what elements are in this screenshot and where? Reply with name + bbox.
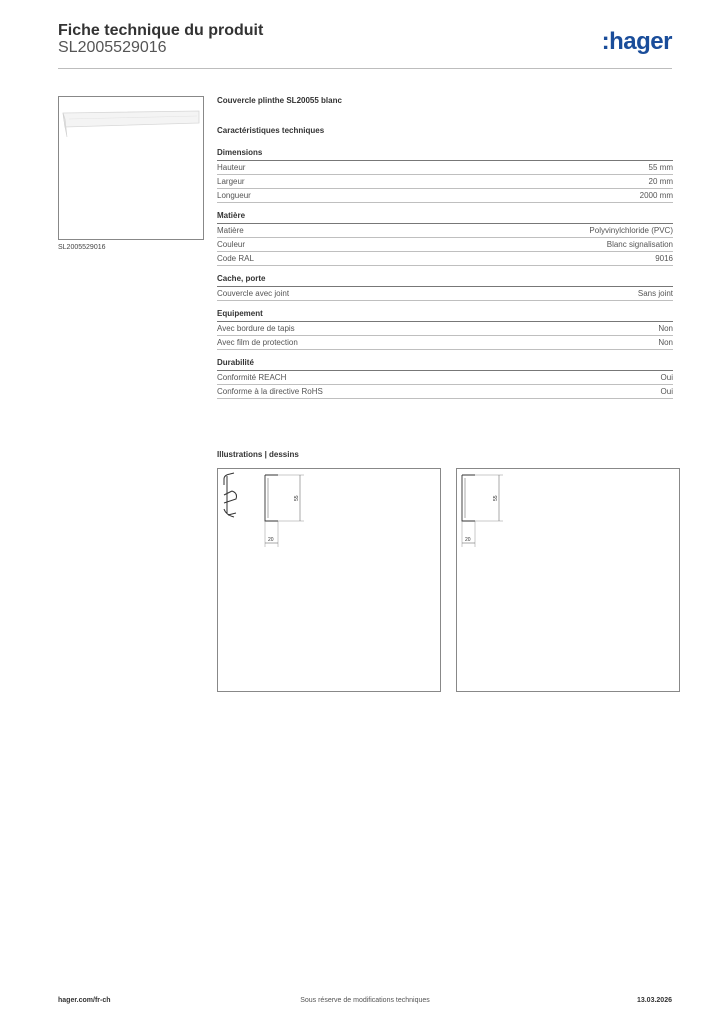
spec-row: Conformité REACH Oui: [217, 371, 673, 385]
spec-group-dimensions: [217, 148, 673, 203]
group-title: Durabilité: [217, 358, 673, 371]
group-title: Equipement: [217, 309, 673, 322]
header-divider: [58, 68, 672, 69]
footer-disclaimer: Sous réserve de modifications techniques: [300, 997, 430, 1004]
illustration-drawing-2: [456, 468, 680, 692]
spec-row: Code RAL 9016: [217, 252, 673, 266]
group-title: Cache, porte: [217, 274, 673, 287]
footer-date: 13.03.2026: [636, 997, 672, 1004]
spec-row: Couvercle avec joint Sans joint: [217, 287, 673, 301]
group-title: Matière: [217, 211, 673, 224]
spec-group-material: [217, 211, 673, 266]
spec-row: Avec bordure de tapis Non: [217, 322, 673, 336]
illustration-drawing-1: [217, 468, 441, 692]
product-photo-icon: [59, 97, 203, 239]
page-header: [58, 18, 672, 68]
svg-text:55: 55: [493, 495, 499, 501]
document-title: Fiche technique du produit: [58, 22, 264, 39]
product-image: [58, 96, 204, 240]
front-drawing-icon: [457, 469, 679, 691]
specs-title: Caractéristiques techniques: [217, 126, 325, 135]
profile-drawing-icon: [218, 469, 440, 691]
spec-row: Hauteur 55 mm: [217, 161, 673, 175]
spec-group-equipment: [217, 309, 673, 350]
spec-group-durability: [217, 358, 673, 399]
specs-panel: [217, 96, 673, 407]
hager-logo: :hager: [601, 28, 672, 55]
group-title: Dimensions: [217, 148, 673, 161]
product-name: Couvercle plinthe SL20055 blanc: [217, 96, 342, 105]
spec-group-cover: [217, 274, 673, 301]
spec-row: Matière Polyvinylchloride (PVC): [217, 224, 673, 238]
spec-row: Largeur 20 mm: [217, 175, 673, 189]
svg-text:20: 20: [268, 537, 274, 543]
spec-row: Longueur 2000 mm: [217, 189, 673, 203]
svg-text:20: 20: [465, 537, 471, 543]
footer-website-link[interactable]: hager.com/fr-ch: [58, 997, 111, 1004]
illustrations-title: Illustrations | dessins: [217, 450, 299, 459]
spec-row: Avec film de protection Non: [217, 336, 673, 350]
svg-text:55: 55: [294, 495, 300, 501]
product-image-caption: SL2005529016: [58, 244, 106, 251]
spec-row: Couleur Blanc signalisation: [217, 238, 673, 252]
spec-row: Conforme à la directive RoHS Oui: [217, 385, 673, 399]
product-reference: SL2005529016: [58, 39, 167, 56]
